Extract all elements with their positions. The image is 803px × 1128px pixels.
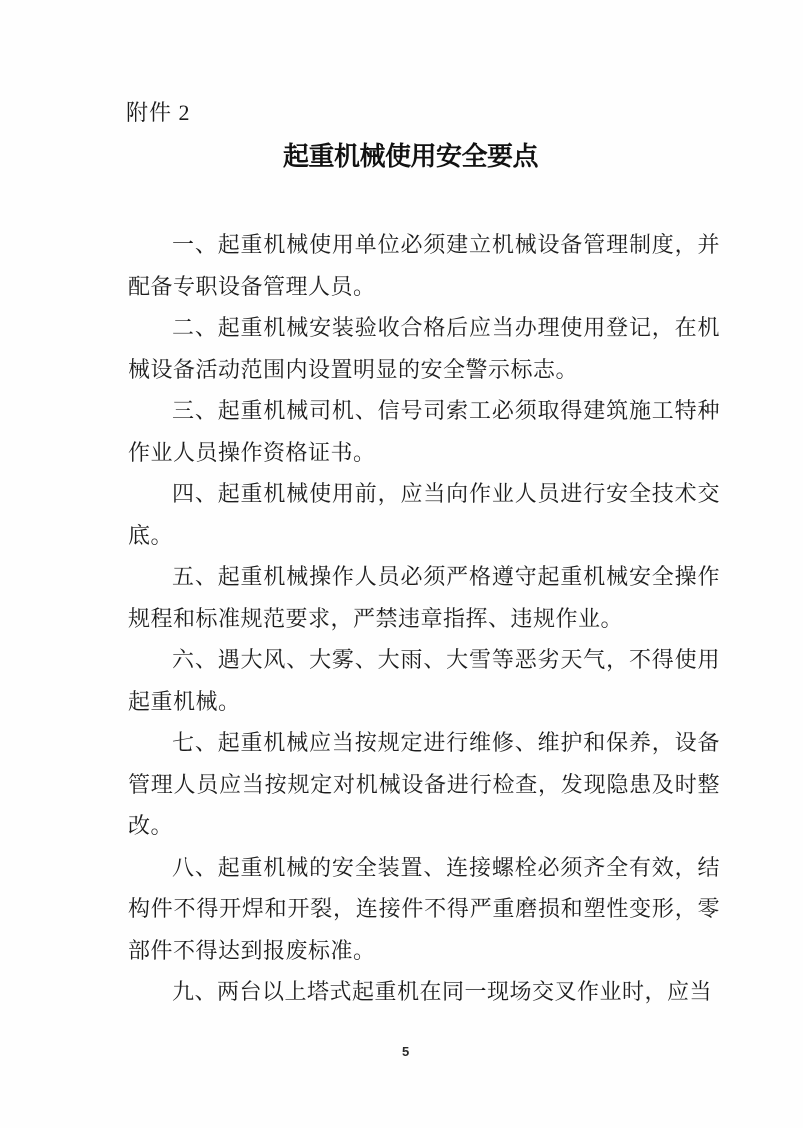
body-paragraph: 八、起重机械的安全装置、连接螺栓必须齐全有效，结构件不得开焊和开裂，连接件不得严重磨损和塑性变形，零部件不得达到报废标准。 (128, 854, 720, 963)
body-paragraph: 三、起重机械司机、信号司索工必须取得建筑施工特种作业人员操作资格证书。 (128, 398, 720, 465)
body-paragraph: 一、起重机械使用单位必须建立机械设备管理制度，并配备专职设备管理人员。 (128, 232, 720, 299)
attachment-label: 附件 2 (126, 100, 191, 125)
body-paragraph: 二、起重机械安装验收合格后应当办理使用登记，在机械设备活动范围内设置明显的安全警示标志。 (128, 315, 720, 382)
body-paragraph: 四、起重机械使用前，应当向作业人员进行安全技术交底。 (128, 481, 720, 548)
body-paragraph: 五、起重机械操作人员必须严格遵守起重机械安全操作规程和标准规范要求，严禁违章指挥、违规作业。 (128, 564, 720, 631)
page-number: 5 (402, 1044, 410, 1059)
body-paragraph: 六、遇大风、大雾、大雨、大雪等恶劣天气，不得使用起重机械。 (128, 647, 720, 714)
body-paragraph: 七、起重机械应当按规定进行维修、维护和保养，设备管理人员应当按规定对机械设备进行检查，发现隐患及时整改。 (128, 730, 720, 838)
body-paragraph: 九、两台以上塔式起重机在同一现场交叉作业时，应当 (172, 979, 713, 1004)
document-title: 起重机械使用安全要点 (282, 141, 538, 171)
document-body (128, 224, 720, 1013)
